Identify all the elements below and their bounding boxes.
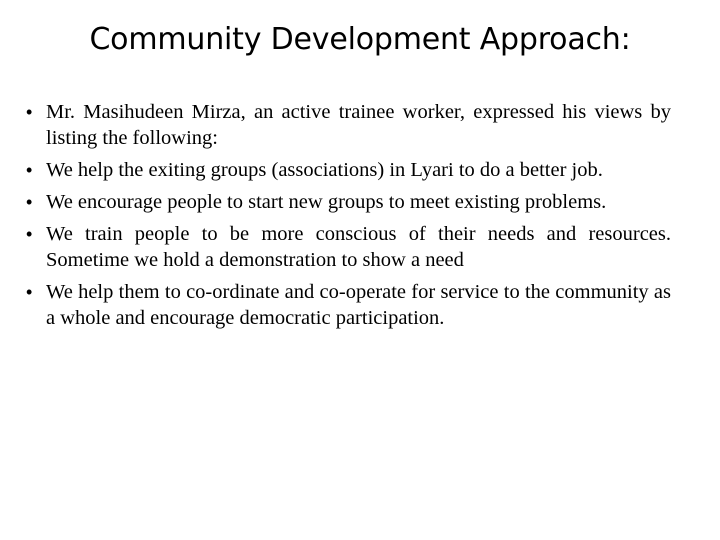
bullet-text: We train people to be more conscious of their needs and resources. Sometime we hold a demonstration to show a need <box>46 223 671 271</box>
bullet-text: We help them to co-ordinate and co-operate for service to the community as a whole and encourage democratic participation. <box>46 281 671 329</box>
bullet-icon: • <box>26 282 33 302</box>
bullet-text: We help the exiting groups (associations) in Lyari to do a better job. <box>46 159 603 181</box>
bullet-icon: • <box>26 102 33 122</box>
bullet-icon: • <box>26 160 33 180</box>
bullet-item <box>26 99 671 151</box>
bullet-item <box>26 279 671 331</box>
bullet-text: Mr. Masihudeen Mirza, an active trainee worker, expressed his views by listing the following: <box>46 101 671 149</box>
bullet-item <box>26 189 671 215</box>
bullet-item <box>26 157 671 183</box>
bullet-text: We encourage people to start new groups to meet existing problems. <box>46 191 607 213</box>
bullet-list <box>26 99 671 337</box>
slide-title: Community Development Approach: <box>89 22 631 57</box>
bullet-icon: • <box>26 224 33 244</box>
bullet-item <box>26 221 671 273</box>
bullet-icon: • <box>26 192 33 212</box>
